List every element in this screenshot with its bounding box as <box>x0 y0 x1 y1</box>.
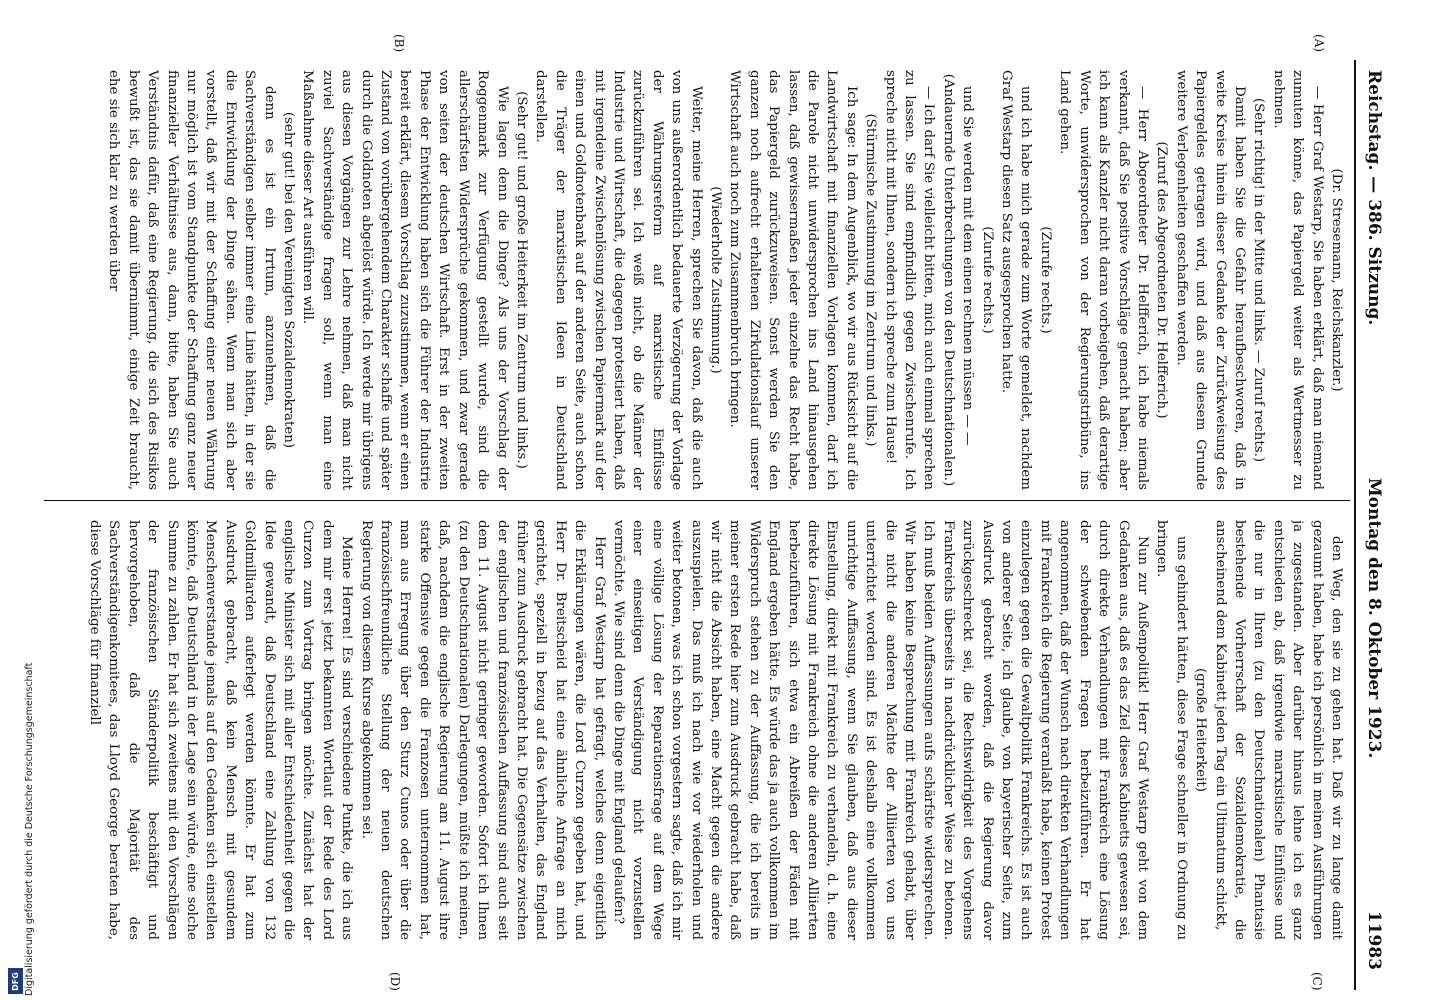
header-left: Reichstag. — 386. Sitzung. <box>1364 70 1384 326</box>
interjection: (große Heiterkeit) <box>1193 668 1209 792</box>
interjection: (Sehr gut! und große Heiterkeit im Zentrum und links.) <box>513 91 529 469</box>
margin-marker-a: (A) <box>1312 34 1326 53</box>
margin-marker-d: (D) <box>388 972 402 991</box>
interjection: (Zurufe rechts.) <box>979 226 995 334</box>
digitization-footer <box>0 0 34 1000</box>
interjection: (sehr gut! bei den Vereinigten Sozialdemokraten) <box>281 111 297 449</box>
interjection: (Sehr richtig! in der Mitte und links. — Zuruf rechts.) <box>1251 97 1267 463</box>
right-column <box>46 520 1346 940</box>
page-number: 11983 <box>1364 910 1384 970</box>
interjection: (Wiederholte Zustimmung.) <box>708 186 723 374</box>
interjection: (Andauernde Unterbrechungen von den Deutschnationalen.) <box>940 73 956 487</box>
paragraph: Nun zur Außenpolitik! Herr Graf Westarp geht von dem Gedanken aus, daß es das Ziel dieses Kabinetts gewesen sei, durch direkte Verhandlungen mit Frankreich eine Lösung der schwebenden Fragen herbeizuführen. Er hat angenommen, daß der Wunsch nach direkten Verhandlungen mit Frankreich die Regierung veranlaßt habe, keinen Protest einzulegen gegen die Gewaltpolitik Frankreichs. Es ist auch von anderer Seite, ich glaube, von bayerischer Seite, zum Ausdruck gebracht worden, daß die Regierung davor zurückgeschreckt sei, die Rechtswidrigkeit des Vorgehens Frankreichs überseits in nachdrücklicher Weise zu betonen. Ich muß beiden Auffassungen aufs schärfste widersprechen. Wir haben keine Besprechung mit Frankreich gehabt, über die nicht die anderen Mächte der Alliierten von uns unterrichtet worden sind. Es ist deshalb eine vollkommen unrichtige Auffassung, wenn Sie glauben, daß aus dieser Einstellung, direkt mit Frankreich zu verhandeln, d. h. eine direkte Lösung mit Frankreich ohne die anderen Alliierten herbeizuführen, sich etwa ein Abreißen der Fäden mit England ergeben hätte. Es würde das ja auch vollkommen im Widerspruch stehen zu der Auffassung, die ich bereits in meiner ersten Rede hier zum Ausdruck gebracht habe, daß wir nicht die Absicht haben, eine Macht gegen die andere auszuspielen. Das muß ich nach wie vor wiederholen und weiter betonen, was ich schon vorgestern sagte, daß ich mir eine völlige Lösung der Reparationsfrage auf dem Wege einer einseitigen Verständigung nicht vorzustellen vermöchte. Wie sind denn die Dinge mit England gelaufen? <box>610 520 1150 940</box>
scanned-page <box>36 0 1396 1000</box>
paragraph: Herr Graf Westarp hat gefragt, welches denn eigentlich die Erklärungen wären, die Lord Curzon gegeben hat, und Herr Dr. Breitscheid hat eine ähnliche Anfrage an mich gerichtet, speziell in bezug auf das Verhalten, das England früher zum Ausdruck gebracht hat. Die Gegensätze zwischen der englischen und französischen Auffassung sind auch seit dem 11. August nicht geringer geworden. Sofort ich Ihnen (zu den Deutschnationalen) Darlegungen, müßte ich meinen, daß, nachdem die englische Regierung am 11. August ihre starke Offensive gegen die Franzosen unternommen hat, man aus Erregung über den Sturz Cunos oder über die französischfreundliche Stellung der neuen deutschen Regierung von diesem Kurse abgekommen sei. <box>358 520 607 940</box>
paragraph: — Ich darf Sie vielleicht bitten, mich auch einmal sprechen zu lassen. Sie sind empfindlich gegen Zwischenrufe. Ich spreche nicht mit Ihnen, sondern ich spreche zum Hause! <box>882 70 937 490</box>
interjection: (Dr. Stresemann, Reichskanzler.) <box>1329 168 1344 392</box>
paragraph: Ich sage: In dem Augenblick, wo wir aus Rücksicht auf die Landwirtschaft mit finanziellen Vorlagen kommen, darf ich die Parole nicht unwidersprochen ins Land hinausgehen lassen, daß gewissermaßen jeder einzelne das Recht habe, das Papiergeld zurückzuweisen. Sonst werden Sie den ganzen noch aufrecht erhaltenen Zirkulationslauf unserer Wirtschaft auch noch zum Zusammenbruch bringen. <box>727 70 859 490</box>
paragraph: und ich habe mich gerade zum Worte gemeldet, nachdem Graf Westarp diesen Satz ausgesprochen hatte. <box>999 70 1034 490</box>
header-date: Montag den 8. Oktober 1923. <box>1364 477 1384 759</box>
interjection: (Zurufe rechts.) <box>1037 226 1053 334</box>
paragraph: Weiter, meine Herren, sprechen Sie davon, daß die auch von uns außerordentlich bedauerte Verzögerung der Vorlage der Währungsreform auf marxistische Einflüsse zurückzuführen sei. Ich weiß nicht, ob die Männer der Industrie und Wirtschaft, die dagegen protestiert haben, daß mit irgendeine Zwischenlösung zwischen Papiermark auf der einen und Goldnotenbank auf der anderen Seite, auch schon die Träger der marxistischen Ideen in Deutschland darstellen. <box>533 70 704 490</box>
header-rule <box>1354 60 1356 990</box>
paragraph: — Herr Abgeordneter Dr. Helfferich, ich habe niemals verkannt, daß Sie positive Vorschläge gemacht haben; aber ich kann als Kanzler nicht daran vorbeigehen, daß derartige Worte, unwidersprochen von der Regierungstribüne, ins Land gehen. <box>1057 70 1150 490</box>
paragraph: Wie lagen denn die Dinge? Als uns der Vorschlag der Roggenmark zur Verfügung gestellt wurde, sind die allerschärfsten Widersprüche gekommen, und zwar gerade von seiten der deutschen Wirtschaft. Erst in der zweiten Phase der Entwicklung haben sich die Führer der Industrie bereit erklärt, diesem Vorschlag zuzustimmen, wenn er einen Zustand von vorübergehendem Charakter schaffe und später durch die Goldnoten abgelöst würde. Ich werde mir übrigens aus diesen Vorgängen zur Lehre nehmen, daß man nicht zuviel Sachverständige fragen soll, wenn man eine Maßnahme dieser Art ausführen will. <box>300 70 510 490</box>
paragraph: den Weg, den sie zu gehen hat. Daß wir zu lange damit gezaumt haben, habe ich persönlich in meinen Ausführungen ja zugestanden. Aber darüber hinaus lehne ich es ganz entschieden ab, daß irgendwie marxistische Einflüsse und die nur in Ihren (zu den Deutschnationalen) Phantasie bestehende Vorherrschaft der Sozialdemokratie, die anscheinend dem Kabinett jeden Tag ein Ultimatum schickt, <box>1212 520 1344 940</box>
dfg-logo-text: DFG <box>11 971 21 991</box>
paragraph: uns gehindert hätten, diese Frage schneller in Ordnung zu bringen. <box>1154 520 1189 940</box>
interjection: (Stürmische Zustimmung im Zentrum und links.) <box>863 113 879 447</box>
paragraph: denn es ist ein Irrtum, anzunehmen, daß die Sachverständigen selber immer eine Linie hätten, in der sie die Entwicklung der Dinge sähen. Wenn man sich aber vorstellt, daß wir mit der Schaffung einer neuen Währung nur möglich ist vom Standpunkte der Schaffung ganz neuer finanzieller Verhältnisse aus, dann, bitte, haben Sie auch Verständnis dafür, daß eine Regierung, die sich des Risikos bewußt ist, das sie damit übernimmt, einige Zeit braucht, ehe sie sich klar zu werden über <box>106 70 277 490</box>
margin-marker-c: (C) <box>1310 972 1324 991</box>
page-header <box>1360 70 1388 970</box>
dfg-logo <box>8 968 23 994</box>
funding-note: Digitalisierung gefördert durch die Deutsche Forschungsgemeinschaft <box>24 662 35 996</box>
left-column <box>46 70 1346 490</box>
paragraph: Meine Herren! Es sind verschiedene Punkte, die ich aus dem mir erst jetzt bekannten Wortlaut der Rede des Lord Curzon zum Vortrag bringen möchte. Zunächst hat der englische Minister sich mit aller Entschiedenheit gegen die Idee gewandt, daß Deutschland eine Zahlung von 132 Goldmilliarden auferlegt werden könnte. Er hat zum Ausdruck gebracht, daß kein Mensch mit gesundem Menschenverstande jemals auf den Gedanken sich einstellen könnte, daß Deutschland in der Lage sein würde, eine solche Summe zu zahlen. Er hat sich zweitens mit den Vorschlägen der französischen Ständerpolitik beschäftigt und hervorgehoben, daß die Majorität des Sachverständigenkomitees, das Lloyd George beraten habe, diese Vorschläge für finanziell <box>87 520 355 940</box>
interjection: (Zuruf des Abgeordneten Dr. Helfferich.) <box>1154 141 1170 419</box>
paragraph: — Herr Graf Westarp, Sie haben erklärt, daß man niemand zumuten könne, das Papiergeld weiter als Wertmesser zu nehmen. <box>1270 70 1325 490</box>
paragraph: Damit haben Sie die Gefahr heraufbeschworen, daß in weite Kreise hinein dieser Gedanke der Zurückweisung des Papiergeldes getragen wird, und daß aus diesem Grunde weitere Verlegenheiten geschaffen werden. <box>1173 70 1247 490</box>
column-divider <box>44 500 1350 501</box>
margin-marker-b: (B) <box>392 34 406 53</box>
paragraph: und Sie werden mit dem einen rechnen müssen — — <box>960 86 976 446</box>
